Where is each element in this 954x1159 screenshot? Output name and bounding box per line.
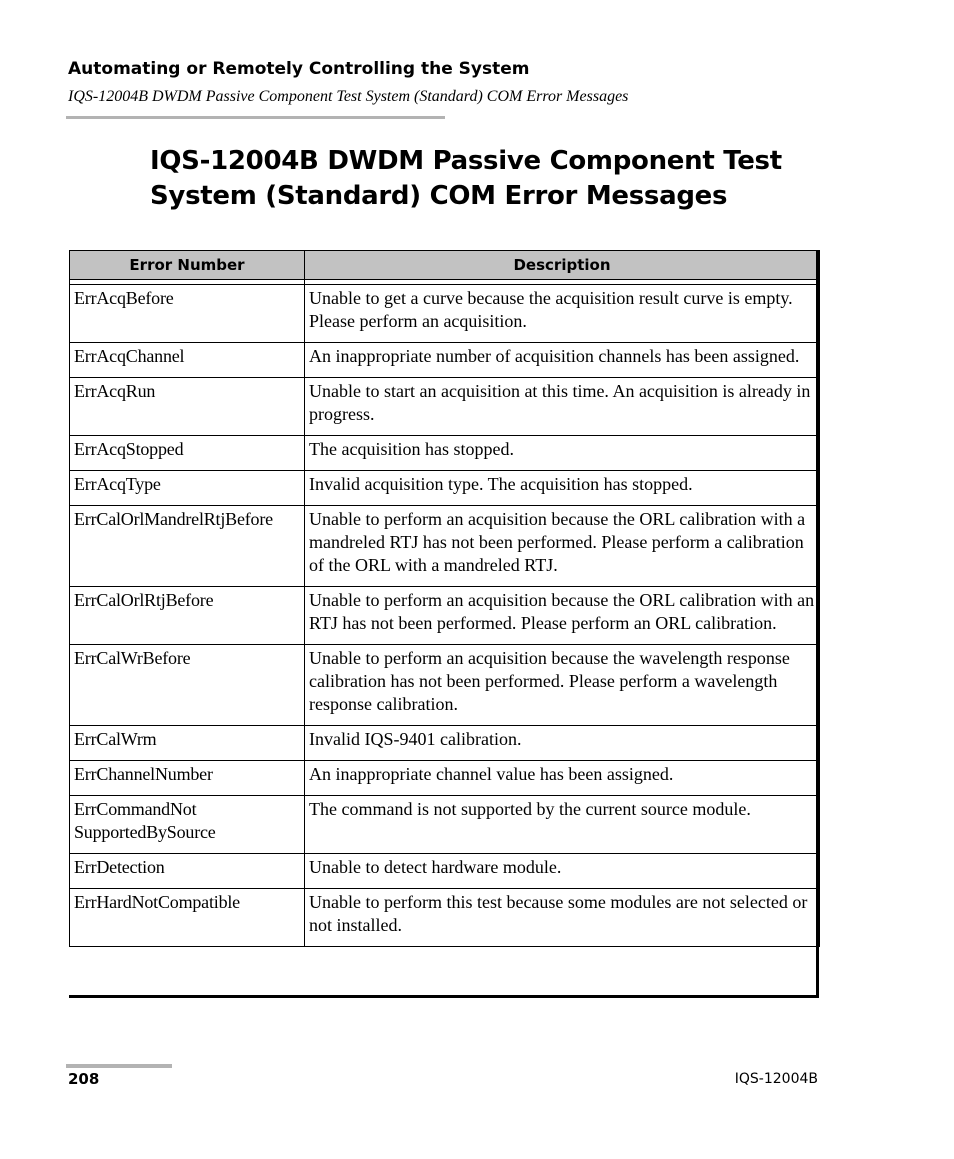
table-row <box>70 436 820 471</box>
table-row <box>70 854 820 889</box>
description-cell: An inappropriate number of acquisition channels has been assigned. <box>305 343 820 378</box>
error-number-cell: ErrCalWrBefore <box>70 645 305 726</box>
error-number-cell: ErrAcqStopped <box>70 436 305 471</box>
table-bottom-shadow <box>69 995 819 998</box>
product-code: IQS-12004B <box>734 1071 818 1087</box>
description-cell: Invalid IQS-9401 calibration. <box>305 726 820 761</box>
table-row <box>70 506 820 587</box>
error-number-cell: ErrHardNotCompatible <box>70 889 305 947</box>
error-number-cell: ErrDetection <box>70 854 305 889</box>
description-cell: Unable to start an acquisition at this time. An acquisition is already in progress. <box>305 378 820 436</box>
description-cell: Unable to detect hardware module. <box>305 854 820 889</box>
error-number-line-1: ErrCommandNot <box>74 799 197 819</box>
table-row <box>70 378 820 436</box>
error-messages-table <box>69 250 820 947</box>
error-number-cell: ErrAcqRun <box>70 378 305 436</box>
description-cell: The acquisition has stopped. <box>305 436 820 471</box>
error-number-cell <box>70 796 305 854</box>
title-line-1: IQS-12004B DWDM Passive Component Test <box>150 146 782 176</box>
description-cell: Unable to perform this test because some modules are not selected or not installed. <box>305 889 820 947</box>
table-row <box>70 471 820 506</box>
error-number-cell: ErrChannelNumber <box>70 761 305 796</box>
description-cell: An inappropriate channel value has been assigned. <box>305 761 820 796</box>
table-header-row <box>70 251 820 280</box>
description-cell: Unable to perform an acquisition because the wavelength response calibration has not been performed. Please perform a wavelength response calibration. <box>305 645 820 726</box>
description-cell: Unable to get a curve because the acquisition result curve is empty. Please perform an acquisition. <box>305 285 820 343</box>
description-cell: Invalid acquisition type. The acquisition has stopped. <box>305 471 820 506</box>
error-number-cell: ErrCalWrm <box>70 726 305 761</box>
header-rule <box>66 116 445 119</box>
column-header-description: Description <box>305 251 820 280</box>
error-number-cell: ErrAcqChannel <box>70 343 305 378</box>
table-row <box>70 285 820 343</box>
page-title <box>150 144 850 214</box>
description-cell: The command is not supported by the current source module. <box>305 796 820 854</box>
section-subtitle: IQS-12004B DWDM Passive Component Test System (Standard) COM Error Messages <box>68 88 629 105</box>
running-header <box>68 58 828 108</box>
error-number-cell: ErrCalOrlMandrelRtjBefore <box>70 506 305 587</box>
description-cell: Unable to perform an acquisition because the ORL calibration with a mandreled RTJ has not been performed. Please perform a calibration of the ORL with a mandreled RTJ. <box>305 506 820 587</box>
error-number-cell: ErrAcqBefore <box>70 285 305 343</box>
table-row <box>70 889 820 947</box>
error-number-line-2: SupportedBySource <box>74 822 216 842</box>
table-row <box>70 343 820 378</box>
table-right-shadow <box>816 250 819 998</box>
table-row <box>70 796 820 854</box>
error-number-cell: ErrAcqType <box>70 471 305 506</box>
page-number: 208 <box>68 1070 100 1088</box>
chapter-title: Automating or Remotely Controlling the System <box>68 59 530 79</box>
column-header-error-number: Error Number <box>70 251 305 280</box>
footer-rule <box>66 1064 172 1068</box>
table-row <box>70 645 820 726</box>
description-cell: Unable to perform an acquisition because the ORL calibration with an RTJ has not been performed. Please perform an ORL calibration. <box>305 587 820 645</box>
error-number-cell: ErrCalOrlRtjBefore <box>70 587 305 645</box>
title-line-2: System (Standard) COM Error Messages <box>150 181 728 211</box>
table-row <box>70 761 820 796</box>
table-row <box>70 726 820 761</box>
table-row <box>70 587 820 645</box>
